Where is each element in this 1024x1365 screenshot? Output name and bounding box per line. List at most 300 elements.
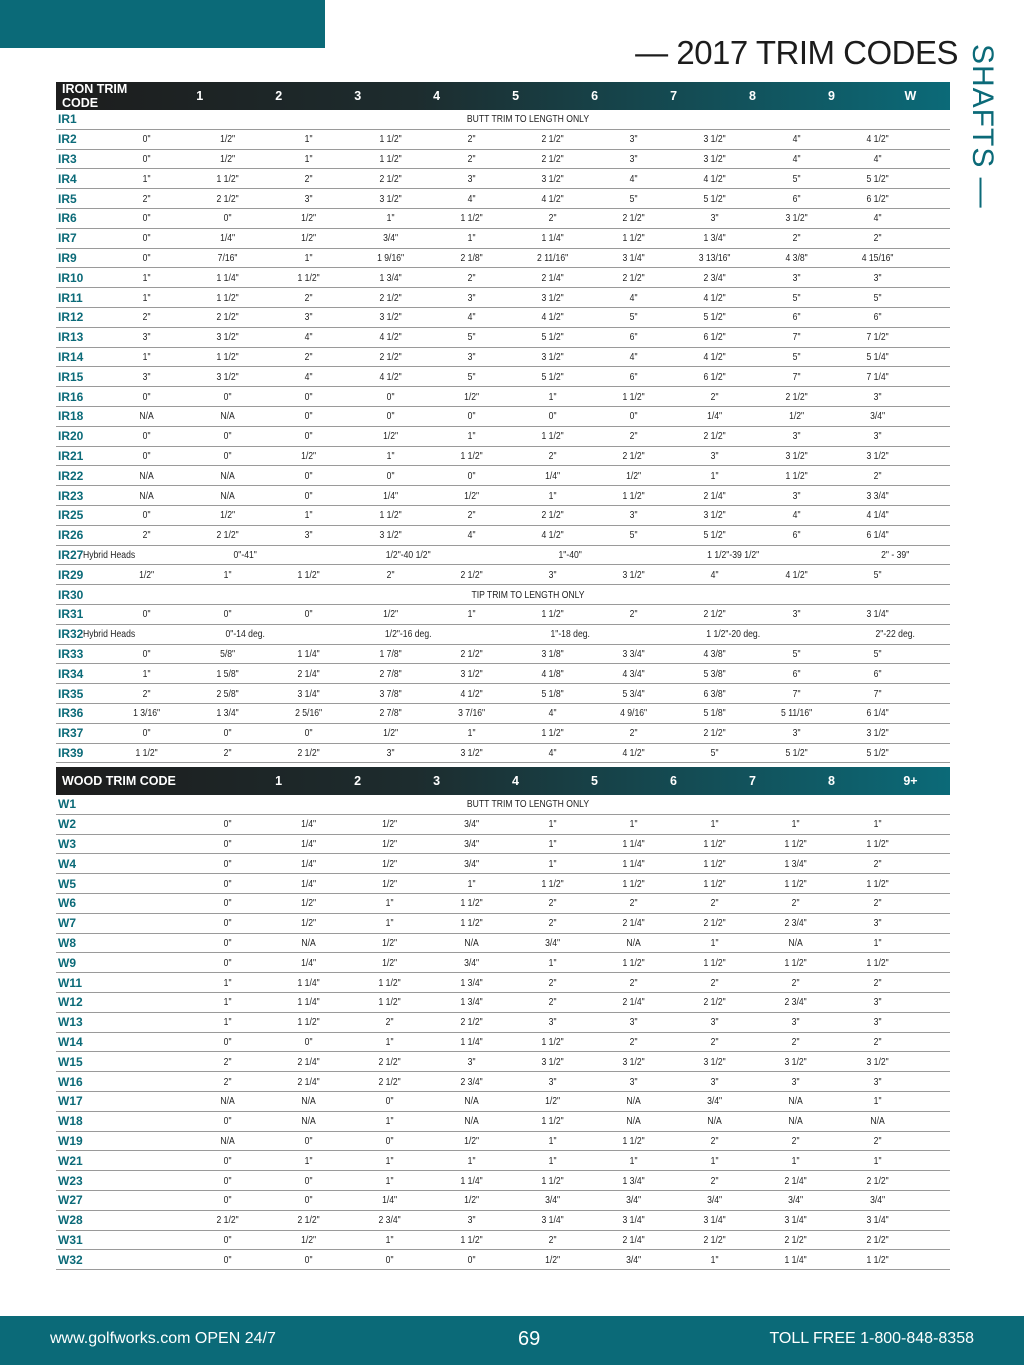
trim-code: W13 xyxy=(58,1015,83,1030)
table-cell: 1" xyxy=(305,251,313,264)
trim-code: W18 xyxy=(58,1114,83,1129)
table-cell: 0" xyxy=(223,430,232,443)
table-cell: 2 1/2" xyxy=(297,1214,320,1227)
table-cell: N/A xyxy=(463,936,479,949)
table-cell: 0" xyxy=(223,837,232,850)
trim-note: BUTT TRIM TO LENGTH ONLY xyxy=(466,798,590,811)
table-cell: 3" xyxy=(467,1055,476,1068)
table-cell: 6 1/2" xyxy=(703,370,727,383)
trim-note: TIP TRIM TO LENGTH ONLY xyxy=(471,588,585,601)
hybrid-cell: 1"-18 deg. xyxy=(550,628,591,641)
table-cell: 3 1/2" xyxy=(379,192,402,205)
table-cell: 1/2" xyxy=(301,449,317,462)
table-row xyxy=(56,486,950,506)
trim-code: IR5 xyxy=(58,191,77,206)
iron-table-body xyxy=(56,110,950,763)
row-cells xyxy=(106,878,950,890)
table-row xyxy=(56,953,950,973)
trim-code: IR9 xyxy=(58,250,77,265)
table-cell: 3" xyxy=(792,727,801,740)
table-cell: 2 5/16" xyxy=(295,707,323,720)
hybrid-cell: 1/2"-16 deg. xyxy=(384,628,432,641)
row-cells xyxy=(106,688,950,700)
table-cell: 4 1/4" xyxy=(866,509,889,522)
table-cell: 1 3/4" xyxy=(622,1174,645,1187)
table-cell: 1" xyxy=(386,1174,394,1187)
table-cell: 0" xyxy=(223,877,232,890)
table-cell: 2" xyxy=(629,976,638,989)
table-cell: 1 1/2" xyxy=(622,956,645,969)
table-row xyxy=(56,1151,950,1171)
table-cell: 0" xyxy=(467,469,476,482)
table-cell: 3" xyxy=(873,1075,882,1088)
trim-code: W9 xyxy=(58,955,76,970)
row-cells xyxy=(106,648,950,660)
table-cell: 3 13/16" xyxy=(699,251,731,264)
table-cell: 1/2" xyxy=(382,608,398,621)
table-cell: 2" xyxy=(873,232,882,245)
table-cell: 2 7/8" xyxy=(379,707,402,720)
table-cell: 2 1/2" xyxy=(622,271,645,284)
table-cell: 1" xyxy=(467,727,476,740)
table-cell: 1" xyxy=(791,1154,800,1167)
table-cell: 0" xyxy=(467,410,476,423)
table-cell: 5" xyxy=(792,647,801,660)
table-row xyxy=(56,189,950,209)
row-cells xyxy=(106,430,950,442)
table-cell: 3/4" xyxy=(544,1194,560,1207)
table-cell: 1/2" xyxy=(788,410,804,423)
table-cell: 2 3/4" xyxy=(378,1214,402,1227)
table-cell: 3 1/2" xyxy=(379,311,402,324)
trim-code: IR16 xyxy=(58,389,84,404)
table-cell: 0" xyxy=(223,897,232,910)
table-row xyxy=(56,546,950,566)
table-cell: 2 1/2" xyxy=(216,1214,239,1227)
table-cell: N/A xyxy=(139,410,154,423)
table-cell: 1 1/2" xyxy=(784,837,808,850)
table-cell: 1 1/4" xyxy=(541,232,564,245)
trim-code: IR7 xyxy=(58,231,77,246)
table-cell: 3/4" xyxy=(463,837,479,850)
table-cell: 2" xyxy=(710,390,719,403)
wood-header-col: 5 xyxy=(591,774,598,788)
table-cell: 3" xyxy=(792,489,801,502)
table-cell: 0" xyxy=(142,449,151,462)
row-cells xyxy=(106,509,950,521)
table-cell: 1/2" xyxy=(220,509,236,522)
table-cell: 1" xyxy=(386,897,394,910)
table-cell: 4 1/2" xyxy=(541,311,564,324)
table-cell: 3 1/4" xyxy=(622,251,645,264)
table-cell: 0" xyxy=(548,410,557,423)
trim-code: IR27 xyxy=(58,547,84,562)
table-cell: 0" xyxy=(223,1194,232,1207)
table-cell: 3" xyxy=(873,430,882,443)
table-cell: 3 1/2" xyxy=(216,370,239,383)
table-cell: 6 1/4" xyxy=(866,707,889,720)
trim-code: IR11 xyxy=(58,290,83,305)
table-row xyxy=(56,427,950,447)
table-cell: 1 3/4" xyxy=(784,857,808,870)
table-cell: 2 1/4" xyxy=(622,996,645,1009)
table-cell: 1" xyxy=(142,291,151,304)
table-cell: 0" xyxy=(223,212,232,225)
table-cell: 1 1/2" xyxy=(460,897,483,910)
table-cell: 2" xyxy=(548,212,557,225)
table-cell: 4" xyxy=(629,172,638,185)
table-cell: 0" xyxy=(304,1134,313,1147)
footer-website[interactable]: www.golfworks.com OPEN 24/7 xyxy=(50,1330,276,1347)
trim-code: W5 xyxy=(58,876,76,891)
table-cell: 4" xyxy=(467,311,476,324)
table-row xyxy=(56,466,950,486)
table-cell: N/A xyxy=(139,489,154,502)
table-cell: 1/2" xyxy=(626,469,642,482)
table-cell: 0" xyxy=(142,133,151,146)
trim-code: W7 xyxy=(58,916,76,931)
table-cell: 3" xyxy=(792,430,801,443)
table-cell: 2 11/16" xyxy=(536,251,569,264)
table-cell: 5 1/2" xyxy=(866,746,889,759)
table-cell: 0" xyxy=(142,608,151,621)
table-cell: 6 1/2" xyxy=(703,331,727,344)
row-cells xyxy=(106,1076,950,1088)
trim-code: W15 xyxy=(58,1054,83,1069)
table-cell: 2 1/2" xyxy=(703,727,727,740)
iron-header-col: 4 xyxy=(433,89,441,103)
trim-code: IR4 xyxy=(58,171,77,186)
table-cell: 3/4" xyxy=(463,818,479,831)
table-cell: 2 1/2" xyxy=(216,192,239,205)
table-cell: 2 3/4" xyxy=(703,271,727,284)
hybrid-cell: 1"-40" xyxy=(558,548,583,561)
table-cell: 1/2" xyxy=(463,1194,479,1207)
table-cell: 1" xyxy=(873,1095,882,1108)
table-cell: 1" xyxy=(386,1115,394,1128)
table-cell: 1 1/4" xyxy=(784,1253,808,1266)
trim-note: BUTT TRIM TO LENGTH ONLY xyxy=(466,113,590,126)
iron-header-col: 1 xyxy=(196,89,204,103)
iron-header-col: W xyxy=(904,89,917,103)
table-cell: 1" xyxy=(548,857,557,870)
table-cell: 0" xyxy=(142,430,151,443)
table-cell: 1 1/2" xyxy=(460,212,483,225)
table-cell: 0" xyxy=(304,1253,313,1266)
table-cell: 2" xyxy=(629,1035,638,1048)
table-cell: 4" xyxy=(305,370,313,383)
row-cells xyxy=(106,1234,950,1246)
table-cell: 2 1/2" xyxy=(297,746,321,759)
table-cell: 1/2" xyxy=(301,1233,317,1246)
table-cell: 2" xyxy=(467,152,476,165)
table-cell: 1 3/4" xyxy=(216,707,239,720)
table-cell: 3 1/4" xyxy=(622,1214,645,1227)
table-cell: N/A xyxy=(301,936,316,949)
trim-code: W12 xyxy=(58,995,83,1010)
table-cell: 5 1/2" xyxy=(703,192,727,205)
table-cell: 1" xyxy=(386,1154,394,1167)
table-cell: 0" xyxy=(223,1233,232,1246)
row-cells xyxy=(106,977,950,989)
table-cell: 0" xyxy=(142,509,151,522)
trim-code: W31 xyxy=(58,1232,83,1247)
wood-header-col: 3 xyxy=(433,774,441,788)
table-cell: 1 1/2" xyxy=(784,877,808,890)
table-cell: 2 1/2" xyxy=(541,133,564,146)
table-row xyxy=(56,993,950,1013)
table-cell: 6 1/4" xyxy=(866,529,889,542)
table-cell: 6" xyxy=(629,370,638,383)
table-cell: 2 1/2" xyxy=(379,172,402,185)
table-row xyxy=(56,506,950,526)
table-cell: 3 1/4" xyxy=(866,608,889,621)
iron-header-title: IRON TRIM CODE xyxy=(62,82,128,110)
trim-code: IR14 xyxy=(58,349,84,364)
table-cell: 3" xyxy=(873,917,882,930)
table-cell: 2 3/4" xyxy=(460,1075,483,1088)
row-cells xyxy=(106,1155,950,1167)
table-cell: 2 1/2" xyxy=(784,1233,808,1246)
table-cell: 1 1/2" xyxy=(784,956,808,969)
table-cell: 2 1/2" xyxy=(379,291,402,304)
trim-code: IR25 xyxy=(58,508,84,523)
trim-code: W14 xyxy=(58,1034,83,1049)
table-cell: 0" xyxy=(223,727,232,740)
table-cell: 1" xyxy=(548,956,557,969)
table-cell: 4" xyxy=(548,746,557,759)
table-cell: 5 1/4" xyxy=(866,350,889,363)
table-row xyxy=(56,854,950,874)
table-cell: 1" xyxy=(142,271,151,284)
table-cell: 1 1/2" xyxy=(865,877,889,890)
table-cell: 1 1/2" xyxy=(541,727,564,740)
row-cells xyxy=(106,1175,950,1187)
table-cell: 3 7/8" xyxy=(379,687,402,700)
table-cell: 2 1/2" xyxy=(865,1174,889,1187)
table-cell: 0" xyxy=(223,390,232,403)
table-cell: 1 1/4" xyxy=(297,647,321,660)
table-cell: 3 1/2" xyxy=(622,568,645,581)
table-cell: 1/2" xyxy=(220,133,236,146)
table-cell: 0" xyxy=(305,390,313,403)
table-cell: 2 3/4" xyxy=(784,996,808,1009)
table-cell: 1/4" xyxy=(707,410,723,423)
table-cell: 0" xyxy=(386,1095,394,1108)
table-cell: 2" xyxy=(223,746,232,759)
table-cell: 1 1/2" xyxy=(378,996,402,1009)
table-cell: 4 15/16" xyxy=(861,251,894,264)
table-cell: 0" xyxy=(223,818,232,831)
table-cell: 5" xyxy=(629,529,638,542)
table-cell: 1/4" xyxy=(301,956,317,969)
table-cell: 4 1/2" xyxy=(541,529,564,542)
table-cell: 1/2" xyxy=(382,727,398,740)
table-cell: 0" xyxy=(223,917,232,930)
table-cell: 0" xyxy=(142,152,151,165)
trim-code: W8 xyxy=(58,935,76,950)
table-cell: 3" xyxy=(873,1016,882,1029)
table-cell: 0" xyxy=(467,1253,476,1266)
table-cell: 0" xyxy=(223,956,232,969)
trim-code: IR12 xyxy=(58,310,84,325)
table-cell: 1" xyxy=(223,568,232,581)
trim-code: W23 xyxy=(58,1173,83,1188)
table-cell: 2" xyxy=(710,1134,719,1147)
table-cell: 0" xyxy=(223,608,232,621)
table-cell: 5" xyxy=(792,172,801,185)
trim-code: IR3 xyxy=(58,151,77,166)
footer-bar xyxy=(0,1316,1024,1365)
table-cell: 3" xyxy=(305,529,313,542)
table-cell: 2" xyxy=(873,976,882,989)
table-cell: 2" xyxy=(548,917,557,930)
table-cell: 2 1/2" xyxy=(703,996,726,1009)
table-cell: 1 1/2" xyxy=(378,976,402,989)
table-cell: 5" xyxy=(873,647,882,660)
table-cell: 1/2" xyxy=(301,212,317,225)
table-cell: 4 1/2" xyxy=(784,568,808,581)
table-cell: 1" xyxy=(305,509,313,522)
row-cells xyxy=(106,371,950,383)
table-cell: 2" xyxy=(710,897,719,910)
table-cell: 1" xyxy=(142,172,151,185)
table-cell: 1 1/2" xyxy=(622,1134,645,1147)
table-cell: 3" xyxy=(629,1075,638,1088)
wood-header-col: 1 xyxy=(275,774,283,788)
table-cell: 7 1/4" xyxy=(866,370,889,383)
table-cell: 3" xyxy=(873,996,882,1009)
table-cell: 1/2" xyxy=(220,152,236,165)
page-title: — 2017 TRIM CODES xyxy=(635,34,958,71)
table-cell: 1 1/2" xyxy=(541,430,564,443)
table-cell: 7 1/2" xyxy=(866,331,889,344)
row-cells xyxy=(106,747,950,759)
table-row xyxy=(56,1211,950,1231)
table-cell: 1/2" xyxy=(544,1253,560,1266)
trim-code: IR36 xyxy=(58,706,84,721)
wood-header-col: 7 xyxy=(749,774,756,788)
trim-code: W28 xyxy=(58,1213,83,1228)
page-number: 69 xyxy=(518,1328,541,1350)
table-cell: 1 1/2" xyxy=(216,350,239,363)
table-cell: 3" xyxy=(467,291,476,304)
row-cells xyxy=(106,957,950,969)
row-cells xyxy=(106,391,950,403)
trim-code: W19 xyxy=(58,1133,83,1148)
table-cell: 0" xyxy=(223,449,232,462)
table-cell: 0" xyxy=(304,1194,313,1207)
table-cell: 5 3/8" xyxy=(703,667,727,680)
table-cell: 0" xyxy=(386,1134,394,1147)
table-row xyxy=(56,585,950,605)
table-cell: 1 1/4" xyxy=(297,996,320,1009)
table-cell: 5 1/2" xyxy=(541,331,564,344)
table-cell: 3" xyxy=(142,370,151,383)
table-cell: 1" xyxy=(548,837,557,850)
table-cell: 2 1/2" xyxy=(460,1016,483,1029)
table-cell: 3" xyxy=(142,331,151,344)
table-cell: 0" xyxy=(304,1174,313,1187)
trim-code: IR15 xyxy=(58,369,84,384)
table-cell: 7" xyxy=(792,370,801,383)
table-cell: 0" xyxy=(305,469,313,482)
table-cell: 1" xyxy=(467,1154,476,1167)
row-cells xyxy=(106,490,950,502)
table-cell: 3 1/2" xyxy=(541,350,564,363)
table-cell: 1" xyxy=(710,469,719,482)
table-row xyxy=(56,645,950,665)
trim-code: IR29 xyxy=(58,567,84,582)
wood-table-header xyxy=(56,767,950,795)
table-cell: 1 1/4" xyxy=(622,837,645,850)
table-cell: 2" xyxy=(791,976,800,989)
hybrid-label: Hybrid Heads xyxy=(83,628,136,641)
table-cell: 3 7/16" xyxy=(457,707,485,720)
trim-code: IR2 xyxy=(58,132,77,147)
table-cell: 3/4" xyxy=(463,956,479,969)
table-cell: 2" xyxy=(629,430,638,443)
table-cell: 3" xyxy=(629,509,638,522)
table-cell: 3 1/2" xyxy=(784,449,808,462)
table-cell: 2" xyxy=(548,996,557,1009)
table-cell: 0" xyxy=(305,489,313,502)
trim-code: W17 xyxy=(58,1094,83,1109)
table-cell: 3" xyxy=(791,1075,800,1088)
table-cell: 5 1/2" xyxy=(703,311,727,324)
table-cell: 1 1/2" xyxy=(460,1233,483,1246)
table-cell: 3 1/2" xyxy=(460,667,483,680)
table-cell: 4 1/2" xyxy=(866,133,889,146)
table-cell: 1 3/4" xyxy=(703,232,727,245)
table-cell: 1" xyxy=(629,1154,638,1167)
table-row xyxy=(56,367,950,387)
table-row xyxy=(56,1092,950,1112)
table-cell: 5 11/16" xyxy=(780,707,812,720)
table-cell: 0" xyxy=(386,1253,394,1266)
trim-code: W3 xyxy=(58,836,76,851)
table-cell: 1 1/2" xyxy=(297,568,321,581)
row-cells xyxy=(106,232,950,244)
wood-header-title: WOOD TRIM CODE xyxy=(62,774,176,788)
hybrid-cell: 2" - 39" xyxy=(881,548,910,561)
table-cell: 1" xyxy=(386,1035,394,1048)
trim-code: IR34 xyxy=(58,666,84,681)
table-cell: 3 1/2" xyxy=(703,133,727,146)
table-row xyxy=(56,229,950,249)
table-cell: 0" xyxy=(142,232,151,245)
table-cell: 6" xyxy=(873,311,882,324)
table-cell: N/A xyxy=(139,469,154,482)
trim-code: IR18 xyxy=(58,409,84,424)
table-cell: 2" xyxy=(710,1035,719,1048)
table-row xyxy=(56,1072,950,1092)
table-cell: 1 3/16" xyxy=(133,707,161,720)
hybrid-label: Hybrid Heads xyxy=(83,548,136,561)
table-cell: 3/4" xyxy=(463,857,479,870)
iron-header-col: 7 xyxy=(670,89,678,103)
table-cell: 3/4" xyxy=(788,1194,804,1207)
table-cell: 2" xyxy=(142,311,151,324)
table-cell: 1 3/4" xyxy=(460,976,483,989)
table-row xyxy=(56,795,950,815)
table-cell: N/A xyxy=(463,1095,479,1108)
row-cells xyxy=(106,937,950,949)
table-cell: 2 1/8" xyxy=(460,251,483,264)
table-cell: 3" xyxy=(548,1016,557,1029)
table-cell: 2" xyxy=(791,1035,800,1048)
row-cells xyxy=(106,529,950,541)
